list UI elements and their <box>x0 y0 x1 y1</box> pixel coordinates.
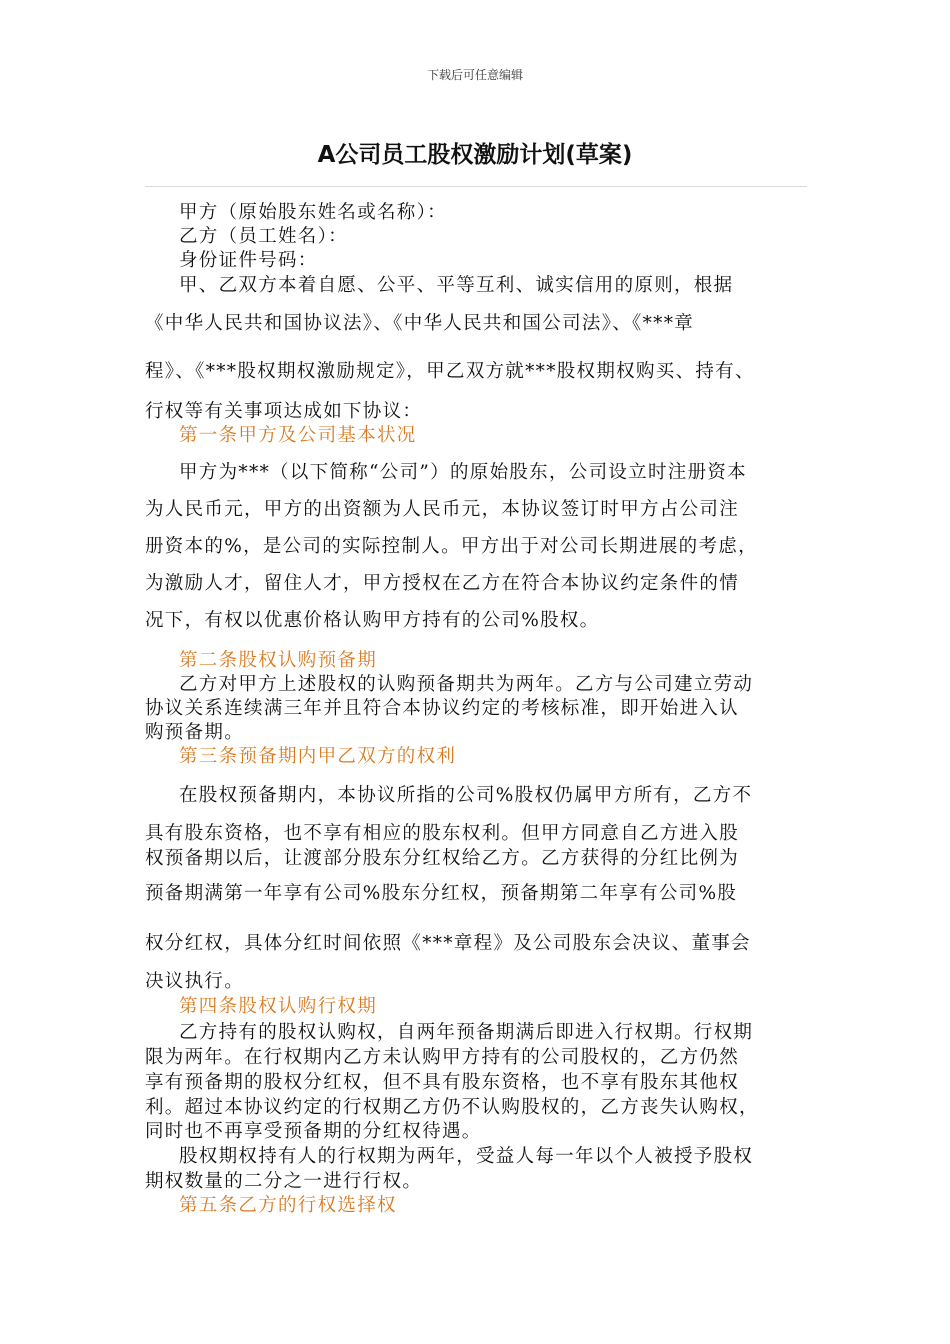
section-heading: 第三条预备期内甲乙双方的权利 <box>179 746 457 767</box>
document-title: A公司员工股权激励计划(草案) <box>317 142 633 168</box>
body-line: 同时也不再享受预备期的分红权待遇。 <box>145 1121 482 1142</box>
body-line: 期权数量的二分之一进行行权。 <box>145 1171 423 1192</box>
body-line: 购预备期。 <box>145 722 245 743</box>
body-line: 预备期满第一年享有公司%股东分红权，预备期第二年享有公司%股 <box>145 883 738 904</box>
party-b-line: 乙方（员工姓名）： <box>179 226 348 247</box>
section-heading: 第二条股权认购预备期 <box>179 650 378 671</box>
body-line: 行权等有关事项达成如下协议： <box>145 401 423 422</box>
title-divider <box>145 186 807 187</box>
body-line: 利。超过本协议约定的行权期乙方仍不认购股权的，乙方丧失认购权， <box>145 1097 759 1118</box>
body-line: 具有股东资格，也不享有相应的股东权利。但甲方同意自乙方进入股 <box>145 823 740 844</box>
body-line: 《中华人民共和国协议法》、《中华人民共和国公司法》、《***章 <box>145 313 695 334</box>
section-heading: 第四条股权认购行权期 <box>179 996 378 1017</box>
section-heading: 第一条甲方及公司基本状况 <box>179 425 417 446</box>
header-note: 下载后可任意编辑 <box>426 68 523 82</box>
body-line: 决议执行。 <box>145 971 245 992</box>
body-line: 限为两年。在行权期内乙方未认购甲方持有的公司股权的，乙方仍然 <box>145 1047 740 1068</box>
section-heading: 第五条乙方的行权选择权 <box>179 1195 397 1216</box>
body-line: 为人民币元，甲方的出资额为人民币元，本协议签订时甲方占公司注 <box>145 499 740 520</box>
id-number-line: 身份证件号码： <box>179 250 318 271</box>
body-line: 协议关系连续满三年并且符合本协议约定的考核标准，即开始进入认 <box>145 698 740 719</box>
body-line: 权预备期以后，让渡部分股东分红权给乙方。乙方获得的分红比例为 <box>145 848 740 869</box>
body-line: 在股权预备期内，本协议所指的公司%股权仍属甲方所有，乙方不 <box>179 785 753 806</box>
body-line: 册资本的%，是公司的实际控制人。甲方出于对公司长期进展的考虑， <box>145 536 758 557</box>
body-line: 为激励人才，留住人才，甲方授权在乙方在符合本协议约定条件的情 <box>145 573 740 594</box>
body-line: 况下，有权以优惠价格认购甲方持有的公司%股权。 <box>145 610 600 631</box>
body-line: 权分红权，具体分红时间依照《***章程》及公司股东会决议、董事会 <box>145 933 751 954</box>
body-line: 甲、乙双方本着自愿、公平、平等互利、诚实信用的原则，根据 <box>179 275 734 296</box>
body-line: 甲方为***（以下简称“公司”）的原始股东，公司设立时注册资本 <box>179 462 747 483</box>
body-line: 乙方持有的股权认购权，自两年预备期满后即进入行权期。行权期 <box>179 1022 754 1043</box>
body-line: 享有预备期的股权分红权，但不具有股东资格，也不享有股东其他权 <box>145 1072 740 1093</box>
body-line: 乙方对甲方上述股权的认购预备期共为两年。乙方与公司建立劳动 <box>179 674 754 695</box>
party-a-line: 甲方（原始股东姓名或名称）： <box>179 202 447 223</box>
body-line: 股权期权持有人的行权期为两年，受益人每一年以个人被授予股权 <box>179 1146 754 1167</box>
body-line: 程》、《***股权期权激励规定》，甲乙双方就***股权期权购买、持有、 <box>145 361 755 382</box>
